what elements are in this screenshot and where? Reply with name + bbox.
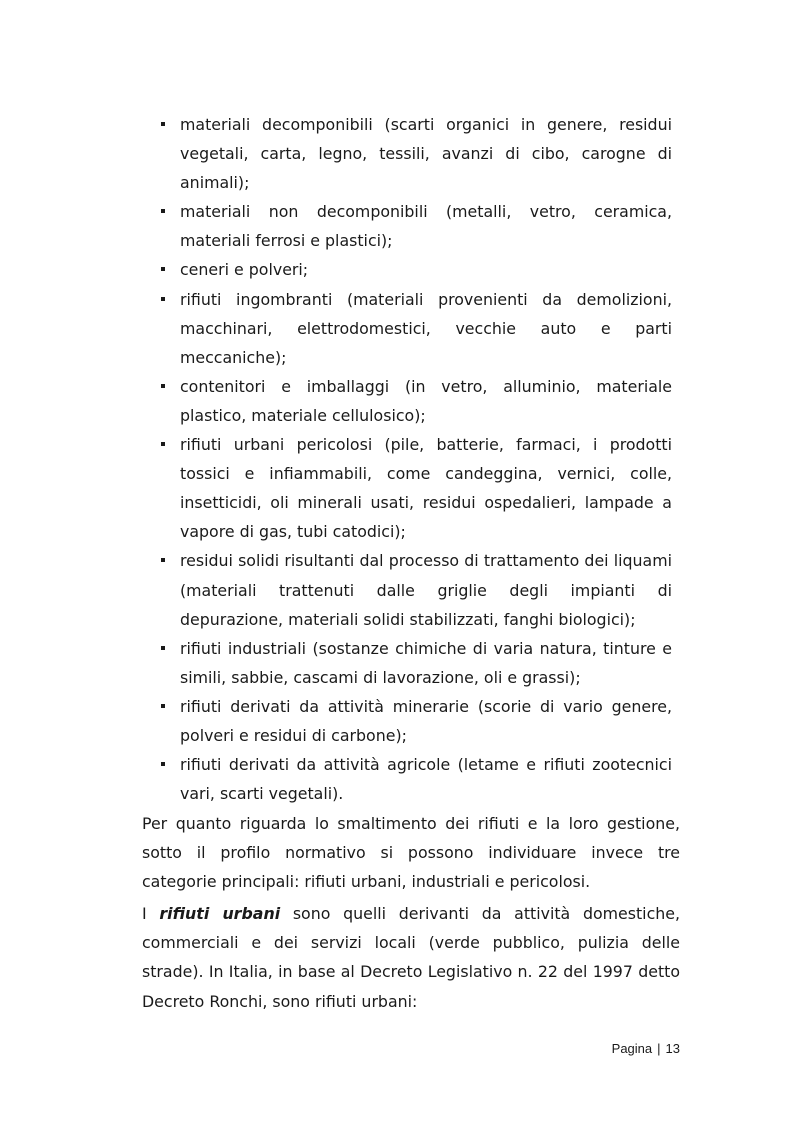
footer-separator: | — [657, 1041, 661, 1056]
list-item: rifiuti derivati da attività minerarie (scorie di vario genere, polveri e residui di carbone); — [180, 692, 672, 750]
list-item: materiali non decomponibili (metalli, vetro, ceramica, materiali ferrosi e plastici); — [180, 197, 672, 255]
list-item: materiali decomponibili (scarti organici in genere, residui vegetali, carta, legno, tessili, avanzi di cibo, carogne di animali); — [180, 110, 672, 197]
list-item: contenitori e imballaggi (in vetro, alluminio, materiale plastico, materiale cellulosico); — [180, 372, 672, 430]
page-footer — [560, 1040, 680, 1058]
list-item: rifiuti industriali (sostanze chimiche di varia natura, tinture e simili, sabbie, cascami di lavorazione, oli e grassi); — [180, 634, 672, 692]
paragraph-categories: Per quanto riguarda lo smaltimento dei rifiuti e la loro gestione, sotto il profilo normativo si possono individuare invece tre categorie principali: rifiuti urbani, industriali e pericolosi. — [142, 814, 680, 892]
list-item: rifiuti urbani pericolosi (pile, batterie, farmaci, i prodotti tossici e infiammabili, come candeggina, vernici, colle, insetticidi, oli minerali usati, residui ospedalieri, lampade a vapore di gas, tubi catodici); — [180, 430, 672, 546]
emphasis-term: rifiuti urbani — [159, 904, 281, 924]
list-item: residui solidi risultanti dal processo di trattamento dei liquami (materiali trattenuti dalle griglie degli impianti di depurazione, materiali solidi stabilizzati, fanghi biologici); — [180, 546, 672, 633]
page-number: 13 — [665, 1041, 680, 1056]
paragraph-rest: sono quelli derivanti da attività domestiche, commerciali e dei servizi locali (verde pubblico, pulizia delle strade). In Italia, in base al Decreto Legislativo n. 22 del 1997 detto Decreto Ronchi, sono rifiuti urbani: — [142, 904, 681, 1011]
list-item: rifiuti derivati da attività agricole (letame e rifiuti zootecnici vari, scarti vegetali). — [180, 750, 672, 808]
page-label: Pagina — [611, 1041, 653, 1056]
paragraph-urban-waste — [142, 899, 680, 1015]
paragraph-prefix: I — [142, 904, 160, 924]
waste-type-list — [180, 110, 672, 808]
body-text — [142, 809, 680, 1016]
list-item: ceneri e polveri; — [180, 255, 672, 284]
list-item: rifiuti ingombranti (materiali provenienti da demolizioni, macchinari, elettrodomestici, vecchie auto e parti meccaniche); — [180, 285, 672, 372]
